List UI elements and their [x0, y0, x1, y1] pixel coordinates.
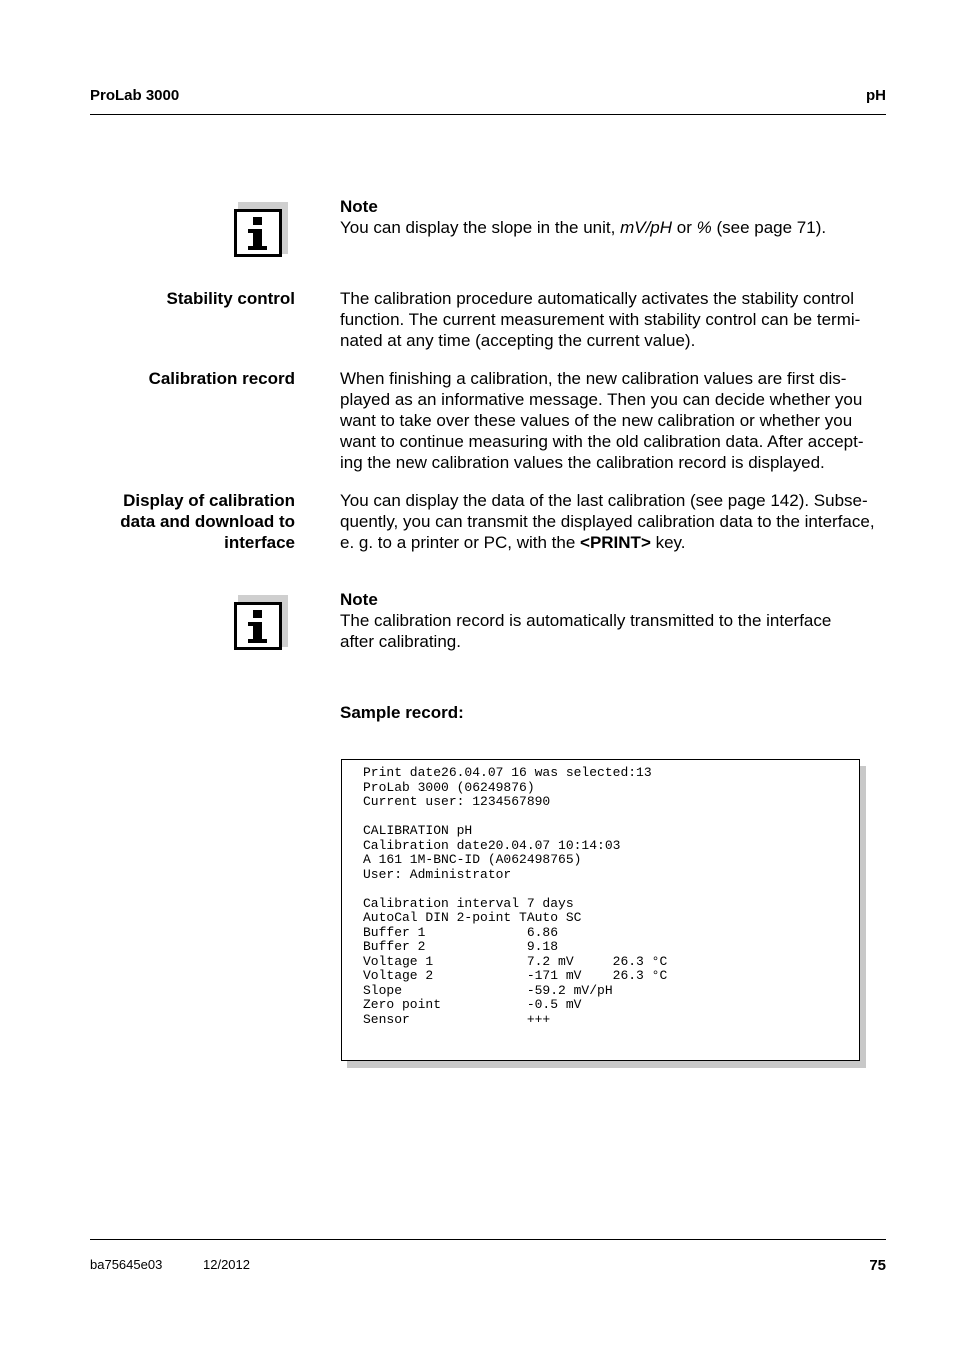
stability-heading: Stability control: [166, 289, 295, 308]
note-2: Note The calibration record is automatically transmitted to the interface after calibrating.: [340, 589, 888, 652]
display-calibration-text: You can display the data of the last calibration (see page 142). Subse- quently, you can transmit the displayed calibration data to the interface, e. g. to a printer or PC, with the <PRINT> key.: [340, 491, 875, 552]
header-title: ProLab 3000: [90, 87, 180, 104]
footer-rule: [90, 1239, 886, 1240]
info-glyph: [234, 602, 282, 650]
note-1-title: Note: [340, 197, 378, 216]
note-2-title: Note: [340, 590, 378, 609]
calibration-record-heading: Calibration record: [148, 369, 295, 388]
info-glyph: [234, 209, 282, 257]
footer-date: 12/2012: [203, 1257, 250, 1272]
note-1-text: You can display the slope in the unit, mV/pH or % (see page 71).: [340, 218, 827, 237]
note-1: [340, 196, 888, 238]
stability-text: The calibration procedure automatically activates the stability control function. The current measurement with stability control can be termi- nated at any time (accepting the current value).: [340, 289, 861, 350]
info-icon: [234, 202, 288, 256]
sample-record-heading: Sample record:: [340, 703, 464, 722]
footer-doc-id: ba75645e03: [90, 1257, 163, 1272]
print-key: <PRINT>: [580, 533, 651, 552]
calibration-record-text: When finishing a calibration, the new calibration values are first dis- played as an informative message. Then you can decide whether you want to take over these values of the new calibration or whether you want to continue measuring with the old calibration data. After accept- ing the new calibration values the calibration record is displayed.: [340, 369, 864, 472]
page-number: 75: [869, 1257, 886, 1274]
header-rule: [90, 114, 886, 115]
header-section: pH: [866, 87, 886, 104]
sample-record-content: Print date26.04.07 16 was selected:13 ProLab 3000 (06249876) Current user: 1234567890 CALIBRATION pH Calibration date20.04.07 10:14:03 A 161 1M-BNC-ID (A062498765) User: Administrator Calibration interval 7 days AutoCal DIN 2-point TAuto SC Buffer 1 6.86 Buffer 2 9.18 Voltage 1 7.2 mV 26.3 °C Voltage 2 -171 mV 26.3 °C Slope -59.2 mV/pH Zero point -0.5 mV Sensor +++: [363, 765, 668, 1027]
sample-record-box: [341, 759, 860, 1061]
display-calibration-heading: Display of calibration data and download to interface: [120, 491, 295, 552]
info-icon: [234, 595, 288, 649]
